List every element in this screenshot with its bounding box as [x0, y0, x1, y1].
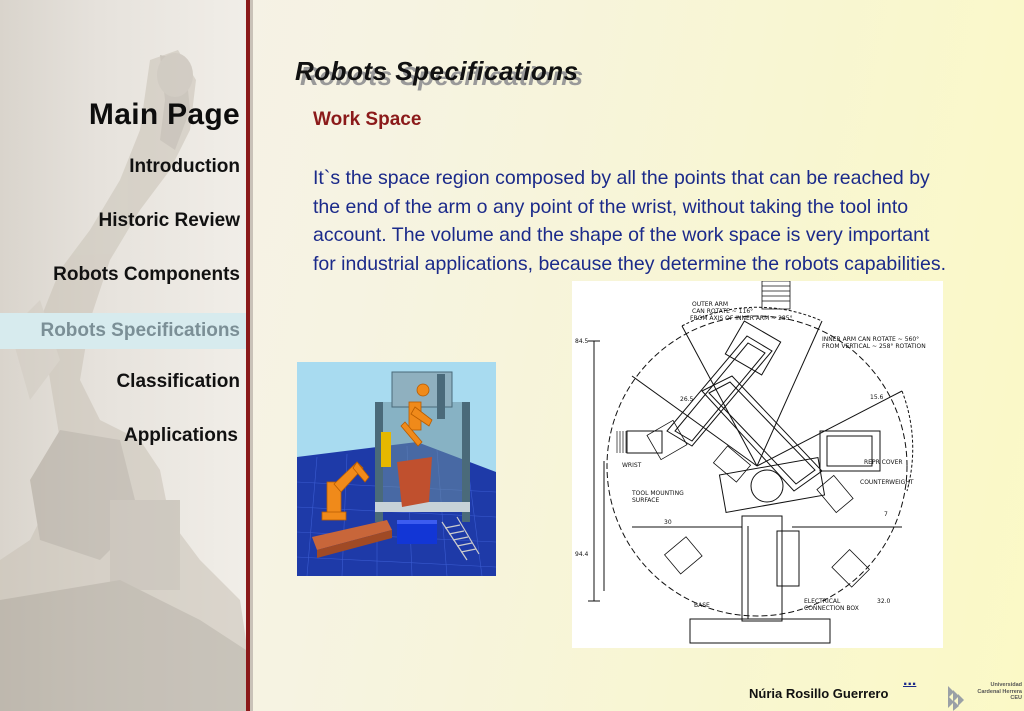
svg-text:BASE: BASE [694, 602, 710, 609]
svg-text:26.5: 26.5 [680, 396, 694, 403]
nav-item-robots-specifications[interactable]: Robots Specifications [40, 320, 240, 341]
svg-text:WRIST: WRIST [622, 462, 642, 469]
sidebar-divider-gray [250, 0, 253, 711]
svg-text:15.6: 15.6 [870, 394, 884, 401]
svg-text:FROM VERTICAL ~ 258° ROTATION: FROM VERTICAL ~ 258° ROTATION [822, 343, 926, 350]
svg-text:CAN ROTATE ~ 116°: CAN ROTATE ~ 116° [692, 308, 754, 315]
svg-text:84.5: 84.5 [575, 338, 589, 345]
svg-text:30: 30 [664, 519, 672, 526]
svg-text:OUTER ARM: OUTER ARM [692, 301, 729, 308]
nav-item-robots-components[interactable]: Robots Components [53, 264, 240, 285]
svg-text:TOOL MOUNTING: TOOL MOUNTING [632, 490, 684, 497]
nav-item-classification[interactable]: Classification [116, 371, 240, 392]
university-logo-text: Universidad Cardenal Herrera CEU [977, 682, 1022, 701]
robot-workcell-image [297, 362, 496, 576]
robot-workspace-diagram [572, 281, 943, 648]
nav-item-applications[interactable]: Applications [123, 425, 238, 446]
nav-main-page[interactable]: Main Page [88, 98, 240, 131]
nav-item-historic-review[interactable]: Historic Review [98, 210, 240, 231]
svg-text:COUNTERWEIGHT: COUNTERWEIGHT [860, 479, 914, 486]
svg-text:32.0: 32.0 [877, 598, 891, 605]
svg-text:ELECTRICAL: ELECTRICAL [804, 598, 841, 605]
page-title: Robots Specifications [295, 56, 579, 86]
more-link[interactable]: ... [903, 672, 917, 689]
description-paragraph: It`s the space region composed by all the points that can be reached by the end of the arm o any point of the wrist, without taking the tool into account. The volume and the shape of the work space is very important for industrial applications, because they determine the robots capabilities. [313, 167, 947, 275]
svg-text:94.4: 94.4 [575, 551, 589, 558]
svg-text:REPR COVER: REPR COVER [864, 459, 903, 466]
svg-text:SURFACE: SURFACE [632, 497, 660, 504]
svg-text:CONNECTION BOX: CONNECTION BOX [804, 605, 859, 612]
section-subtitle: Work Space [313, 109, 422, 130]
nav-item-introduction[interactable]: Introduction [129, 156, 240, 177]
svg-text:FROM AXIS OF INNER ARM ~ 285°: FROM AXIS OF INNER ARM ~ 285° [690, 315, 793, 322]
svg-text:7: 7 [884, 511, 888, 518]
svg-text:INNER ARM CAN ROTATE ~ 560°: INNER ARM CAN ROTATE ~ 560° [822, 336, 920, 343]
author-name: Núria Rosillo Guerrero [749, 686, 889, 701]
